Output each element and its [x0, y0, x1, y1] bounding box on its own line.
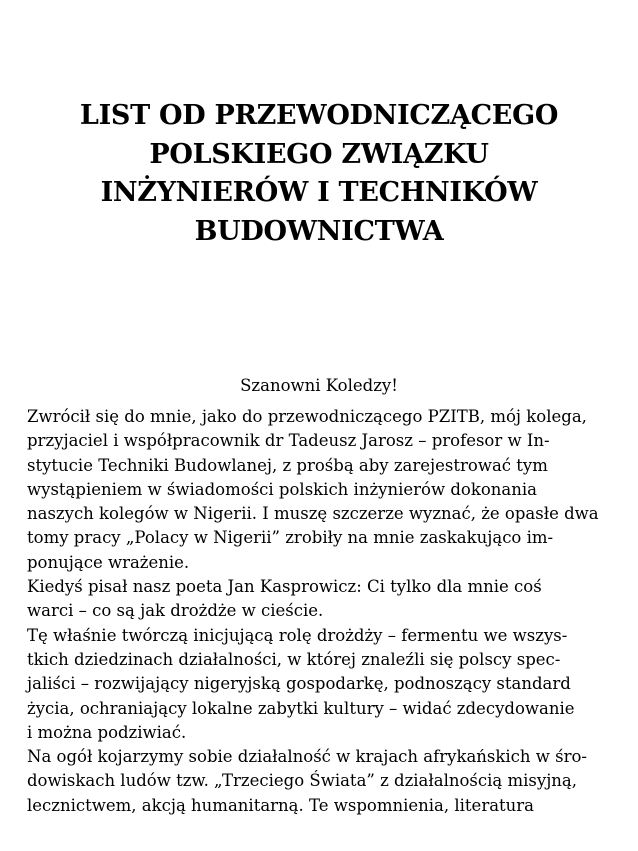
body-line: warci – co są jak drożdże w cieście. — [27, 601, 324, 621]
body-line: ponujące wrażenie. — [27, 552, 190, 572]
body-line: Zwrócił się do mnie, jako do przewodniczącego PZITB, mój kolega, — [27, 407, 587, 426]
body-line: naszych kolegów w Nigerii. I muszę szczerze wyznać, że opasłe dwa — [27, 504, 599, 524]
body-line: tomy pracy „Polacy w Nigerii” zrobiły na mnie zaskakująco im- — [27, 528, 554, 548]
body-line: Kiedyś pisał nasz poeta Jan Kasprowicz: Ci tylko dla mnie coś — [27, 577, 542, 597]
letter-body — [27, 405, 627, 818]
page-title — [30, 97, 608, 251]
body-line: stytucie Techniki Budowlanej, z prośbą aby zarejestrować tym — [27, 455, 548, 475]
body-line: jaliści – rozwijający nigeryjską gospodarkę, podnoszący standard — [27, 674, 571, 694]
title-line: INŻYNIERÓW I TECHNIKÓW — [100, 177, 538, 208]
body-line: Na ogół kojarzymy sobie działalność w krajach afrykańskich w śro- — [27, 747, 588, 767]
body-line: życia, ochraniający lokalne zabytki kultury – widać zdecydowanie — [27, 698, 575, 718]
body-line: lecznictwem, akcją humanitarną. Te wspomnienia, literatura — [27, 795, 535, 815]
body-line: przyjaciel i współpracownik dr Tadeusz Jarosz – profesor w In- — [27, 431, 550, 451]
title-line: BUDOWNICTWA — [194, 215, 444, 247]
body-line: i można podziwiać. — [27, 722, 187, 742]
title-line: POLSKIEGO ZWIĄZKU — [149, 138, 489, 170]
body-line: dowiskach ludów tzw. „Trzeciego Świata” z działalnością misyjną, — [27, 771, 578, 791]
body-line: tkich dziedzinach działalności, w której znaleźli się polscy spec- — [27, 649, 561, 669]
salutation: Szanowni Koledzy! — [240, 376, 398, 395]
body-line: Tę właśnie twórczą inicjującą rolę drożdży – fermentu we wszys- — [27, 625, 568, 645]
body-line: wystąpieniem w świadomości polskich inżynierów dokonania — [27, 479, 537, 499]
title-line: LIST OD PRZEWODNICZĄCEGO — [79, 100, 559, 131]
